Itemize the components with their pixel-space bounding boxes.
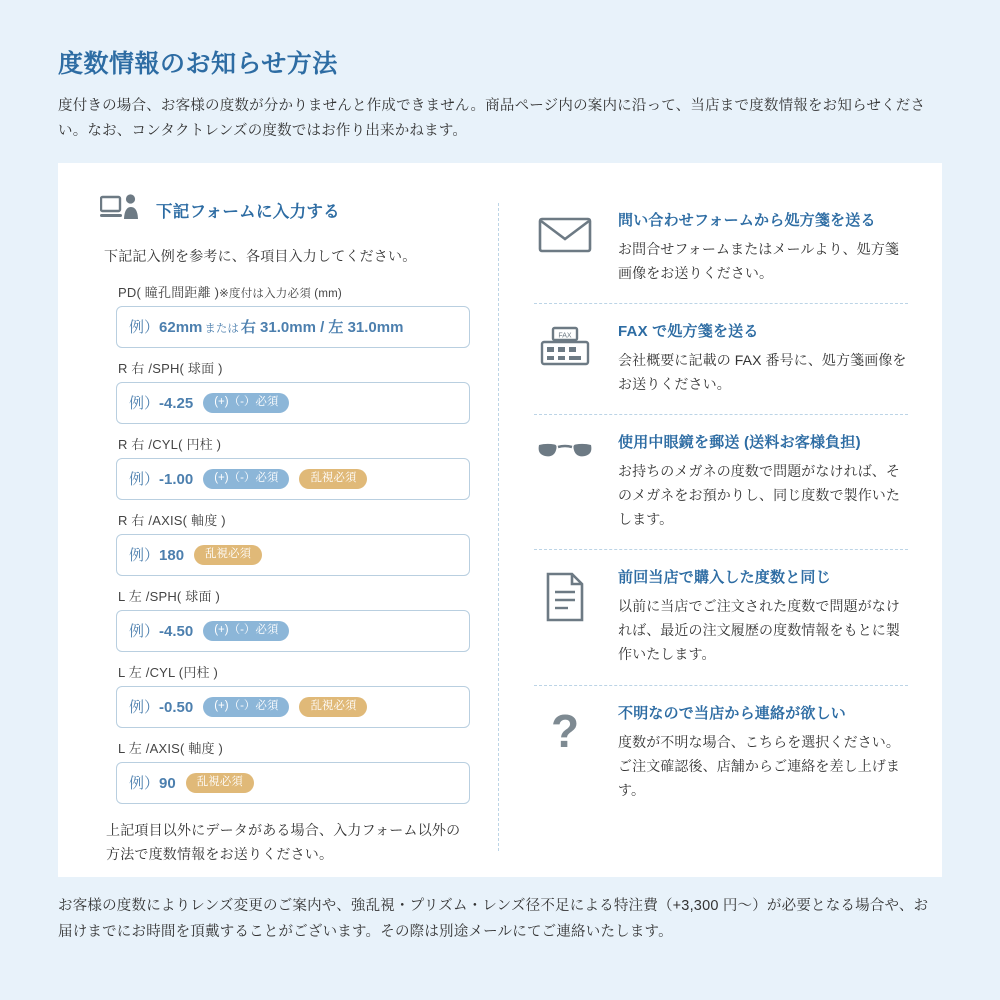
badge-l-cyl-astig: 乱視必須 bbox=[299, 697, 367, 717]
input-l-axis-prefix: 例） bbox=[129, 775, 160, 793]
method-text-mail-glasses bbox=[618, 431, 908, 531]
input-r-cyl-prefix: 例） bbox=[129, 471, 160, 489]
field-label-pd-main: PD( 瞳孔間距離 ) bbox=[118, 284, 220, 300]
input-pd[interactable] bbox=[116, 306, 470, 348]
input-r-sph-value: -4.25 bbox=[159, 395, 194, 413]
input-l-sph-value: -4.50 bbox=[159, 623, 194, 641]
input-r-axis[interactable] bbox=[116, 534, 470, 576]
input-l-axis-example bbox=[129, 772, 176, 793]
input-l-cyl[interactable] bbox=[116, 686, 470, 728]
badge-r-sph-sign: (+)（-）必須 bbox=[203, 393, 289, 413]
eyeglasses-icon bbox=[534, 431, 596, 531]
field-label-r-cyl: R 右 /CYL( 円柱 ) bbox=[118, 436, 222, 452]
input-r-sph[interactable] bbox=[116, 382, 470, 424]
question-mark-glyph: ? bbox=[550, 704, 580, 757]
form-entry-heading: 下記フォームに入力する bbox=[156, 203, 340, 222]
badge-l-cyl-sign: (+)（-）必須 bbox=[203, 697, 289, 717]
document-icon bbox=[534, 566, 596, 666]
field-label-r-sph: R 右 /SPH( 球面 ) bbox=[118, 360, 223, 376]
question-mark-icon bbox=[534, 702, 596, 802]
method-title-inquiry-form: 問い合わせフォームから処方箋を送る bbox=[618, 211, 876, 229]
method-text-inquiry-form bbox=[618, 209, 908, 285]
method-title-previous-order: 前回当店で購入した度数と同じ bbox=[618, 569, 831, 587]
input-r-axis-prefix: 例） bbox=[129, 547, 160, 565]
intro-text: 度付きの場合、お客様の度数が分かりませんと作成できません。商品ページ内の案内に沿って、当店まで度数情報をお知らせください。なお、コンタクトレンズの度数ではお作り出来かねます。 bbox=[58, 98, 926, 140]
input-r-axis-value: 180 bbox=[159, 547, 185, 565]
input-r-axis-example bbox=[129, 544, 184, 565]
method-title-mail-glasses: 使用中眼鏡を郵送 (送料お客様負担) bbox=[618, 434, 861, 452]
fax-machine-icon bbox=[534, 320, 596, 396]
method-body-inquiry-form: お問合せフォームまたはメールより、処方箋画像をお送りください。 bbox=[618, 240, 900, 281]
method-body-fax: 会社概要に記載の FAX 番号に、処方箋画像をお送りください。 bbox=[618, 351, 907, 392]
method-text-previous-order bbox=[618, 566, 908, 666]
input-pd-value: 62mm bbox=[159, 319, 203, 337]
method-item-contact-me[interactable] bbox=[534, 685, 908, 820]
method-text-fax bbox=[618, 320, 908, 396]
footnote-text: お客様の度数によりレンズ変更のご案内や、強乱視・プリズム・レンズ径不足による特注費（+3,300 円～）が必要となる場合や、お届けまでにお時間を頂戴することがございます。その際は別途メールにてご連絡いたします。 bbox=[58, 897, 929, 940]
method-body-contact-me: 度数が不明な場合、こちらを選択ください。ご注文確認後、店舗からご連絡を差し上げます。 bbox=[618, 733, 900, 798]
field-label-r-axis: R 右 /AXIS( 軸度 ) bbox=[118, 512, 226, 528]
input-r-cyl-value: -1.00 bbox=[159, 471, 194, 489]
input-l-sph[interactable] bbox=[116, 610, 470, 652]
field-label-l-sph: L 左 /SPH( 球面 ) bbox=[118, 588, 220, 604]
input-pd-mid: または bbox=[204, 323, 239, 336]
input-r-cyl-example bbox=[129, 468, 193, 489]
input-pd-tail: 右 31.0mm / 左 31.0mm bbox=[240, 319, 404, 337]
methods-card bbox=[58, 163, 942, 877]
method-item-fax[interactable] bbox=[534, 303, 908, 414]
input-l-cyl-prefix: 例） bbox=[129, 699, 160, 717]
input-l-cyl-value: -0.50 bbox=[159, 699, 194, 717]
input-l-sph-prefix: 例） bbox=[129, 623, 160, 641]
input-l-cyl-example bbox=[129, 696, 193, 717]
form-entry-footer: 上記項目以外にデータがある場合、入力フォーム以外の方法で度数情報をお送りください。 bbox=[106, 821, 461, 863]
badge-r-axis-astig: 乱視必須 bbox=[194, 545, 262, 565]
input-r-cyl[interactable] bbox=[116, 458, 470, 500]
field-label-pd bbox=[118, 282, 472, 301]
method-item-mail-glasses[interactable] bbox=[534, 414, 908, 549]
field-label-l-axis: L 左 /AXIS( 軸度 ) bbox=[118, 740, 224, 756]
badge-l-axis-astig: 乱視必須 bbox=[186, 773, 254, 793]
page-title: 度数情報のお知らせ方法 bbox=[58, 50, 338, 78]
method-body-mail-glasses: お持ちのメガネの度数で問題がなければ、そのメガネをお預かりし、同じ度数で製作いたします。 bbox=[618, 463, 900, 528]
input-r-sph-prefix: 例） bbox=[129, 395, 160, 413]
svg-text:FAX: FAX bbox=[558, 332, 572, 340]
method-text-contact-me bbox=[618, 702, 908, 802]
badge-r-cyl-sign: (+)（-）必須 bbox=[203, 469, 289, 489]
badge-l-sph-sign: (+)（-）必須 bbox=[203, 621, 289, 641]
input-pd-example bbox=[129, 316, 403, 337]
input-pd-prefix: 例） bbox=[129, 319, 160, 337]
envelope-icon bbox=[534, 209, 596, 285]
field-label-l-cyl: L 左 /CYL (円柱 ) bbox=[118, 664, 219, 680]
method-item-previous-order[interactable] bbox=[534, 549, 908, 684]
input-r-sph-example bbox=[129, 392, 193, 413]
form-entry-column bbox=[58, 185, 498, 877]
input-l-sph-example bbox=[129, 620, 193, 641]
other-methods-column bbox=[500, 185, 942, 877]
input-l-axis[interactable] bbox=[116, 762, 470, 804]
form-entry-header bbox=[100, 193, 472, 228]
input-l-axis-value: 90 bbox=[159, 775, 176, 793]
badge-r-cyl-astig: 乱視必須 bbox=[299, 469, 367, 489]
method-title-fax: FAX で処方箋を送る bbox=[618, 322, 759, 340]
form-input-icon bbox=[100, 193, 142, 228]
method-title-contact-me: 不明なので当店から連絡が欲しい bbox=[618, 704, 847, 722]
method-item-inquiry-form[interactable] bbox=[534, 193, 908, 303]
method-body-previous-order: 以前に当店でご注文された度数で問題がなければ、最近の注文履歴の度数情報をもとに製作いたします。 bbox=[618, 598, 900, 663]
form-entry-subheading: 下記記入例を参考に、各項目入力してください。 bbox=[104, 247, 417, 264]
field-label-pd-note: ※度付は入力必須 (mm) bbox=[219, 287, 342, 300]
